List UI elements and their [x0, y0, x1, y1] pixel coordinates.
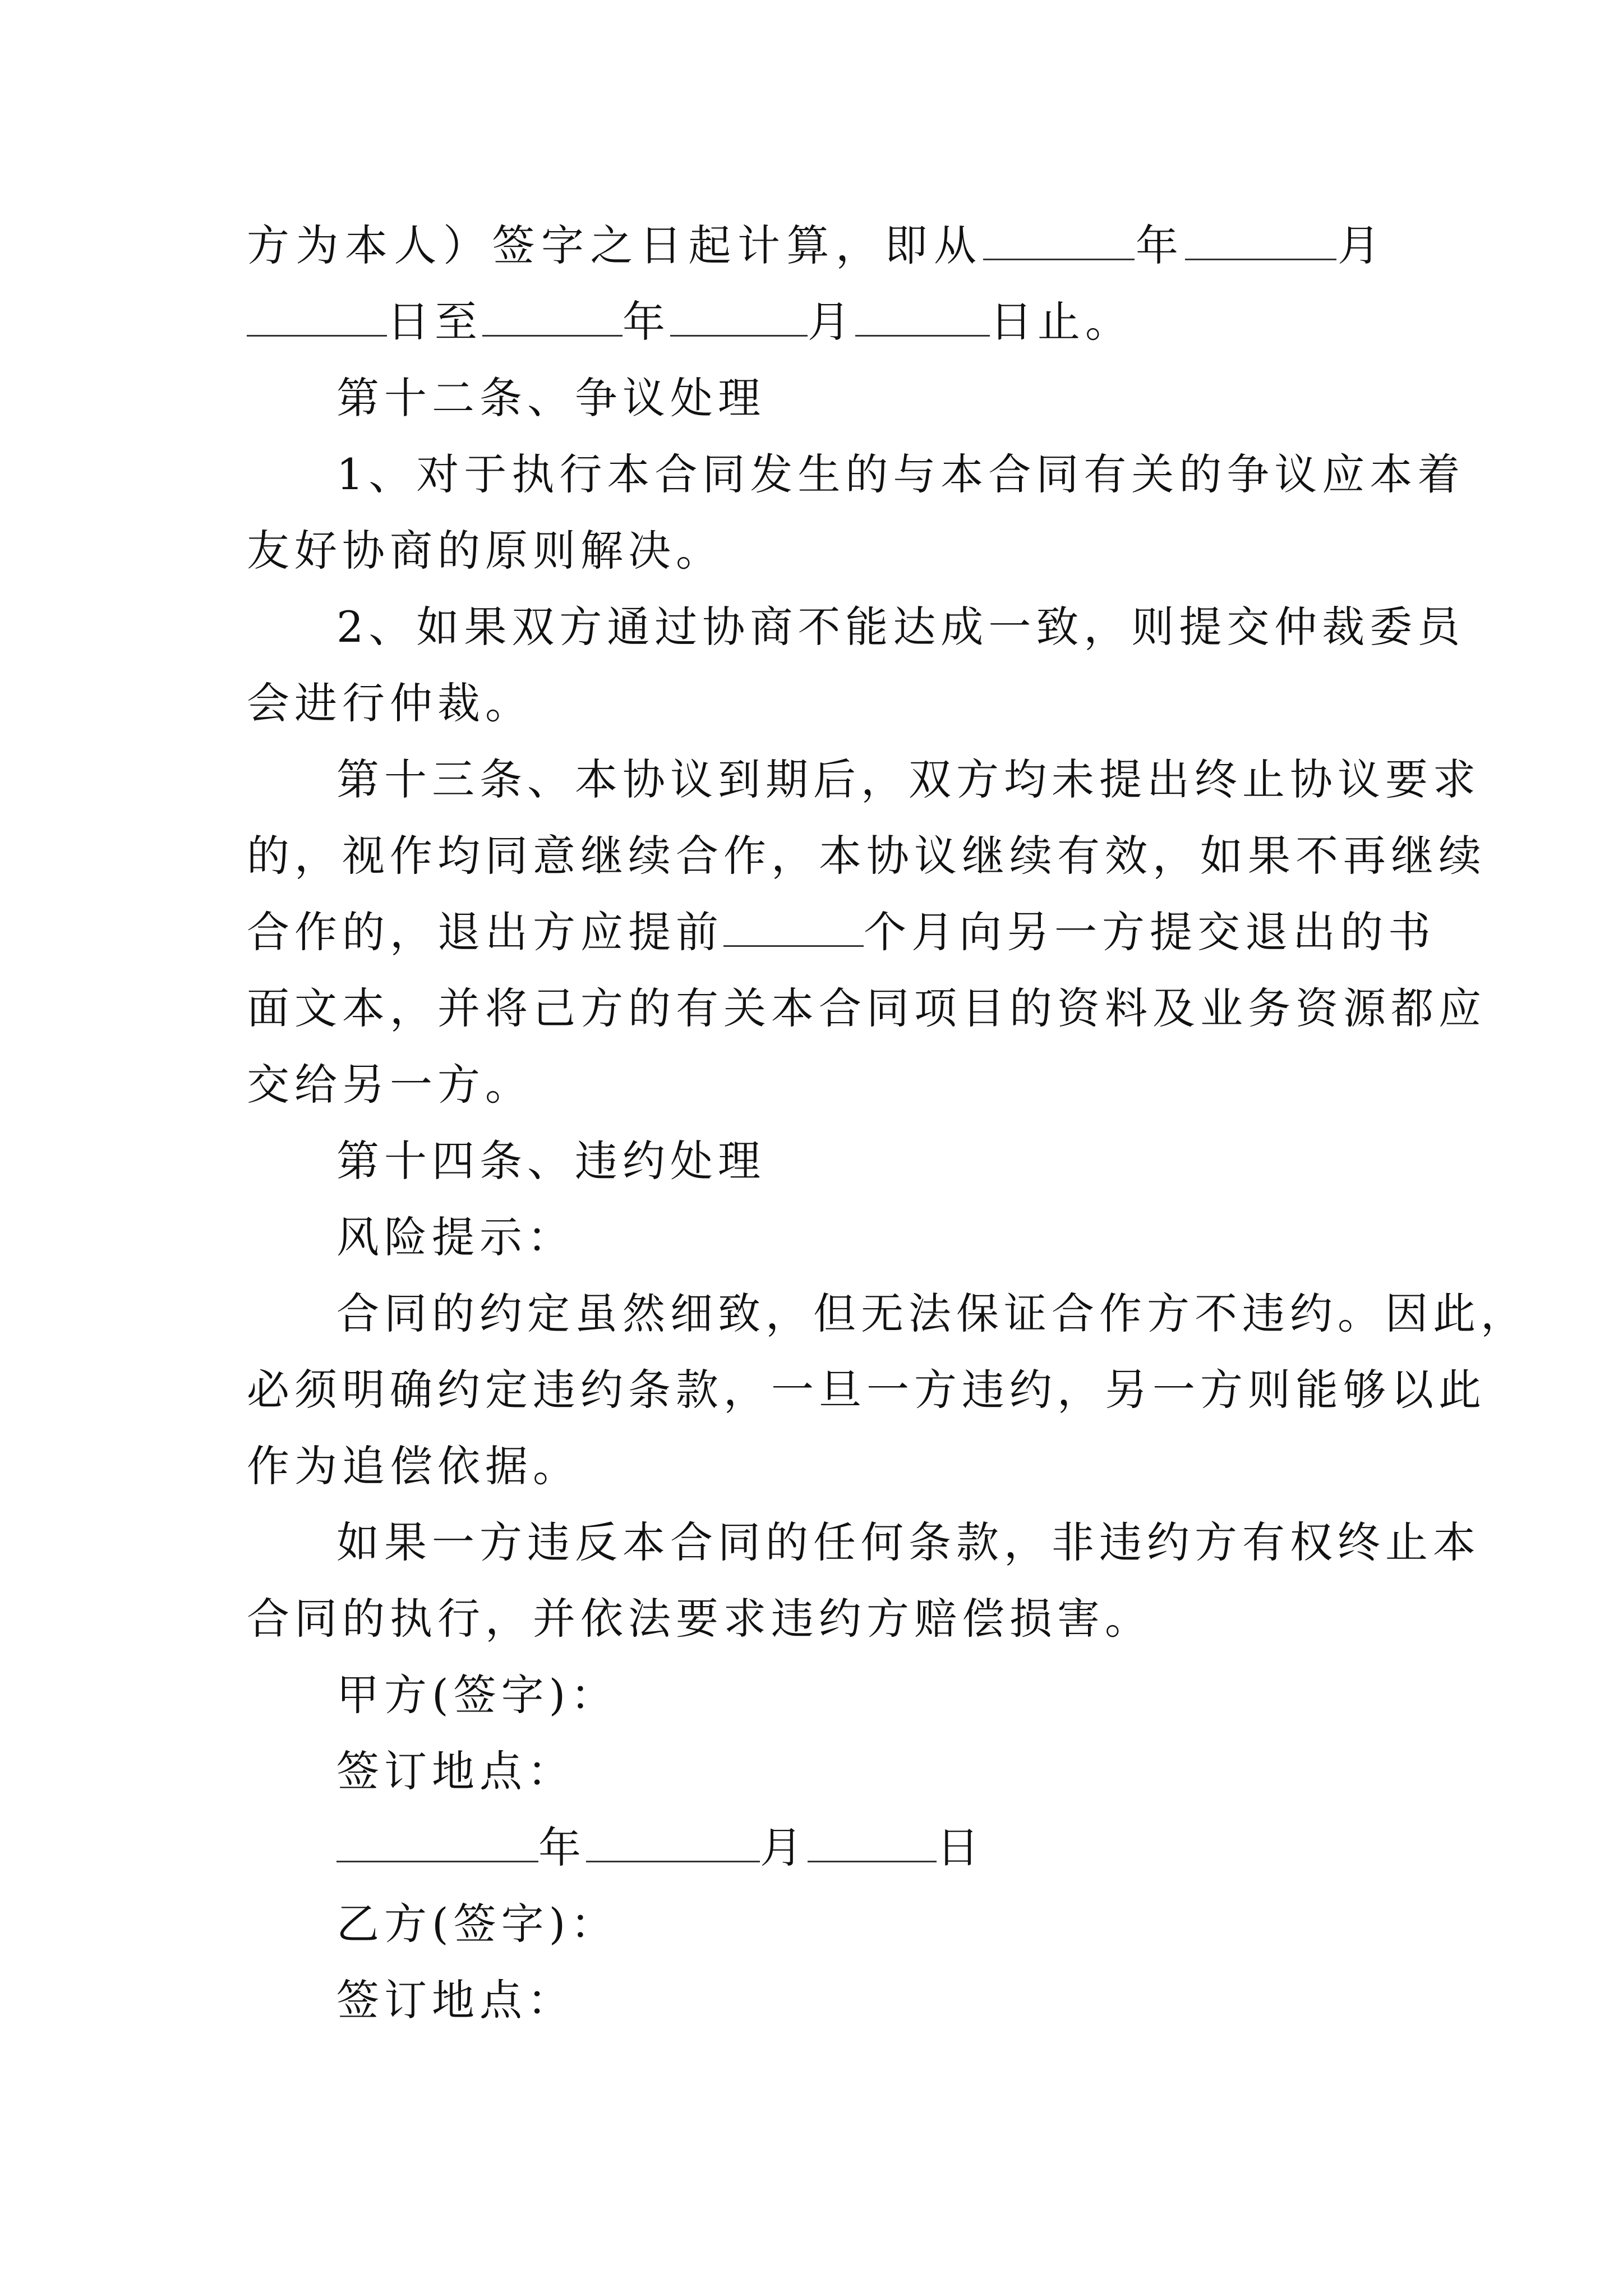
party-a-place: 签订地点：: [336, 1746, 575, 1796]
blank-field: [855, 301, 990, 337]
blank-field: [1185, 225, 1336, 260]
text-segment: 日止。: [990, 297, 1133, 347]
date-month-label: 月: [760, 1823, 808, 1872]
blank-field: [808, 1827, 937, 1862]
term-continuation: [247, 208, 1385, 360]
text-line: 1、对于执行本合同发生的与本合同有关的争议应本着: [336, 449, 1465, 499]
text-line: 2、如果双方通过协商不能达成一致，则提交仲裁委员: [336, 602, 1465, 652]
article-13: [247, 742, 1486, 1123]
text-line: 第十三条、本协议到期后，双方均未提出终止协议要求: [336, 754, 1481, 804]
text-line: [247, 208, 1385, 284]
text-line: 交给另一方。: [247, 1060, 533, 1110]
text-line: [247, 284, 1385, 360]
blank-field: [336, 1827, 538, 1862]
signing-date: [247, 1810, 1385, 1886]
blank-field: [586, 1827, 760, 1862]
text-line: 的，视作均同意继续合作，本协议继续有效，如果不再继续: [247, 831, 1486, 881]
article-12: [247, 360, 1465, 742]
blank-field: [723, 912, 864, 947]
date-year-label: 年: [538, 1823, 586, 1872]
text-segment: 月: [1336, 220, 1385, 270]
date-day-label: 日: [937, 1823, 984, 1872]
blank-field: [247, 301, 387, 337]
text-segment: 年: [623, 297, 670, 347]
text-segment: 月: [808, 297, 855, 347]
article-title: 第十二条、争议处理: [336, 373, 766, 423]
text-segment: 年: [1134, 220, 1185, 270]
text-line: 会进行仲裁。: [247, 678, 533, 728]
text-line: 如果一方违反本合同的任何条款，非违约方有权终止本: [336, 1517, 1481, 1567]
risk-label: 风险提示：: [336, 1212, 575, 1262]
signature-section: [247, 1657, 1385, 2039]
text-segment: 日至: [387, 297, 482, 347]
party-a-signature: 甲方(签字)：: [336, 1670, 619, 1720]
text-line: 面文本，并将己方的有关本合同项目的资料及业务资源都应: [247, 983, 1486, 1033]
text-line: 合同的执行，并依法要求违约方赔偿损害。: [247, 1594, 1152, 1644]
text-line: 友好协商的原则解决。: [247, 526, 723, 576]
text-line: 作为追偿依据。: [247, 1441, 580, 1491]
blank-field: [670, 301, 808, 337]
article-14: [247, 1123, 1528, 1657]
party-b-place: 签订地点：: [336, 1975, 575, 2025]
party-b-signature: 乙方(签字)：: [336, 1899, 619, 1949]
text-line: 合同的约定虽然细致，但无法保证合作方不违约。因此，: [336, 1289, 1528, 1338]
blank-field: [482, 301, 623, 337]
article-title: 第十四条、违约处理: [336, 1136, 766, 1186]
text-segment: 方为本人）签字之日起计算，即从: [247, 220, 983, 270]
text-line: 必须明确约定违约条款，一旦一方违约，另一方则能够以此: [247, 1365, 1486, 1415]
blank-field: [983, 225, 1135, 260]
text-line: [247, 894, 1436, 970]
text-segment: 个月向另一方提交退出的书: [864, 907, 1436, 957]
text-segment: 合作的，退出方应提前: [247, 907, 723, 957]
